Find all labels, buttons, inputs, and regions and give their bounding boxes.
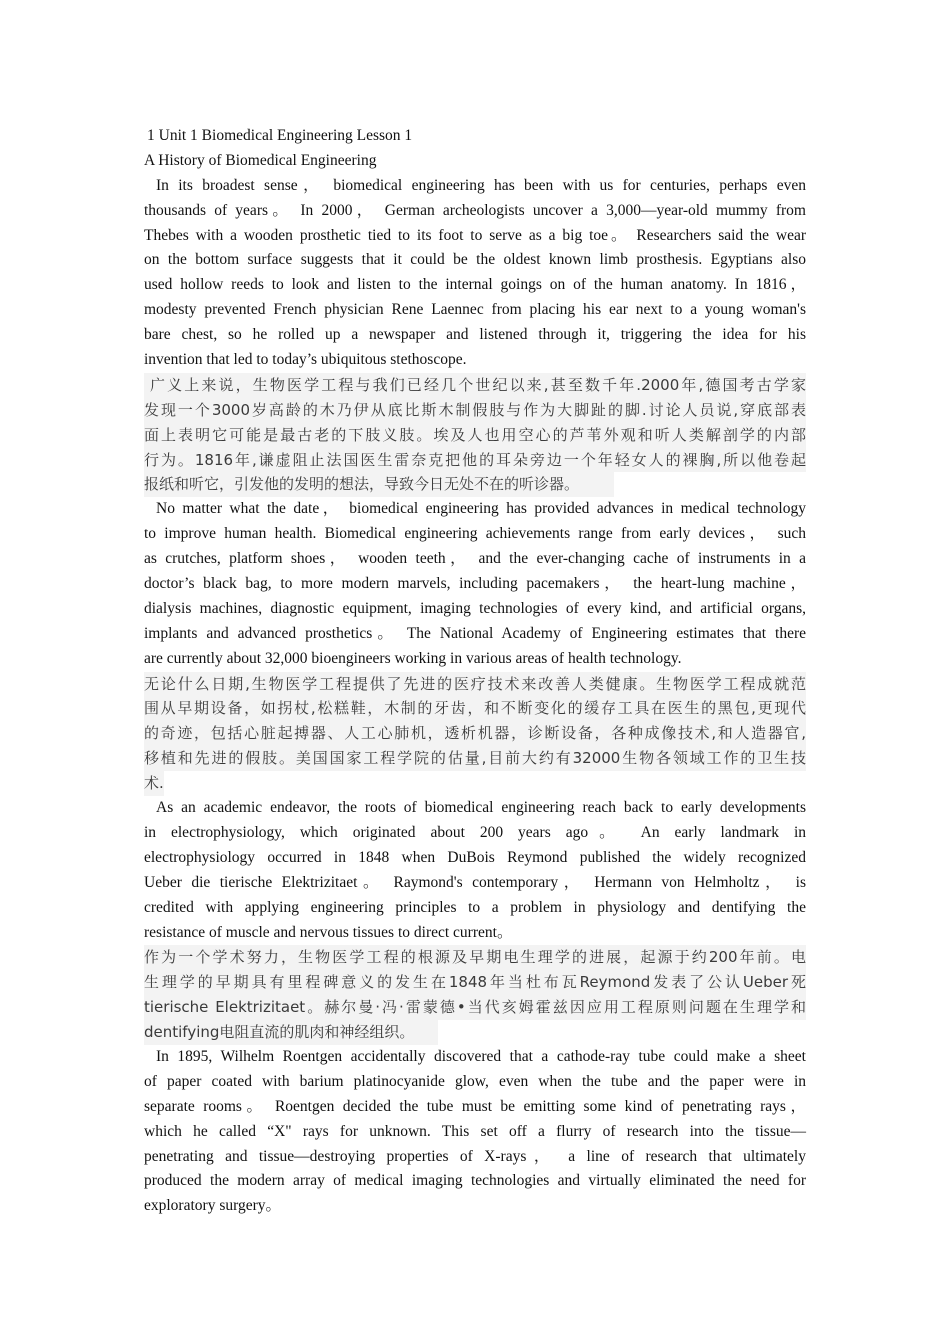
translation-line: 的奇迹，包括心脏起搏器、人工心肺机，透析机器，诊断设备，各种成像技术,和人造器官,: [144, 721, 806, 746]
text-line: Thebes with a wooden prosthetic tied to its foot to serve as a big toe。 Researchers said the wear: [144, 226, 806, 244]
text-line: As an academic endeavor, the roots of biomedical engineering reach back to early developments: [156, 799, 806, 817]
paragraph-academic-en: [144, 796, 806, 945]
lesson-title: A History of Biomedical Engineering: [144, 151, 377, 169]
translation-line: 生理学的早期具有里程碑意义的发生在1848年当杜布瓦Reymond发表了公认Ueber死: [144, 970, 806, 995]
text-line: Ueber die tierische Elektrizitaet。 Raymond's contemporary， Hermann von Helmholtz， is: [144, 873, 806, 891]
text-line: of paper coated with barium platinocyanide glow, even when the tube and the paper were in: [144, 1072, 806, 1090]
text-line: which he called “X" rays for unknown. This set off a flurry of research into the tissue—: [144, 1122, 806, 1140]
text-line: separate rooms。 Roentgen decided the tube must be emitting some kind of penetrating rays，: [144, 1097, 806, 1115]
paragraph-history-en: [144, 174, 806, 373]
text-line: thousands of years。 In 2000， German archeologists uncover a 3,000—year-old mummy from: [144, 201, 806, 219]
text-line: to improve human health. Biomedical engineering achievements range from early devices， such: [144, 525, 806, 543]
translation-line: 术.: [144, 771, 164, 796]
text-line: dialysis machines, diagnostic equipment, imaging technologies of every kind, and artificial organs,: [144, 599, 806, 617]
translation-line: dentifying电阻直流的肌肉和神经组织。: [144, 1020, 438, 1045]
document-body: [144, 124, 806, 1219]
text-line: in electrophysiology, which originated about 200 years ago。 An early landmark in: [144, 823, 806, 841]
text-line: In its broadest sense， biomedical engineering has been with us for centuries, perhaps even: [156, 176, 806, 194]
text-line: produced the modern array of medical imaging technologies and virtually eliminated the need for: [144, 1172, 806, 1190]
text-line: invention that led to today’s ubiquitous stethoscope.: [144, 351, 467, 369]
text-line: implants and advanced prosthetics。 The National Academy of Engineering estimates that there: [144, 624, 806, 642]
paragraph-advances-en: [144, 497, 806, 671]
text-line: doctor’s black bag, to more modern marvels, including pacemakers， the heart-lung machine，: [144, 575, 806, 593]
translation-line: 报纸和听它，引发他的发明的想法，导致今日无处不在的听诊器。: [144, 472, 614, 497]
paragraph-history-zh: [144, 373, 806, 497]
text-line: used hollow reeds to look and listen to the internal goings on of the human anatomy. In 1816，: [144, 276, 806, 294]
paragraph-academic-zh: [144, 945, 806, 1045]
translation-line: 行为。1816年,谦虚阻止法国医生雷奈克把他的耳朵旁边一个年轻女人的裸胸,所以他卷起: [144, 448, 806, 473]
text-line: as crutches, platform shoes， wooden teeth， and the ever-changing cache of instruments in a: [144, 550, 806, 568]
text-line: on the bottom surface suggests that it could be the oldest known limb prosthesis. Egyptians also: [144, 251, 806, 269]
translation-line: 面上表明它可能是最古老的下肢义肢。埃及人也用空心的芦苇外观和听人类解剖学的内部: [144, 423, 806, 448]
text-line: electrophysiology occurred in 1848 when DuBois Reymond published the widely recognized: [144, 848, 806, 866]
text-line: In 1895, Wilhelm Roentgen accidentally discovered that a cathode-ray tube could make a sheet: [156, 1047, 806, 1065]
paragraph-xray-en: [144, 1045, 806, 1219]
text-line: modesty prevented French physician Rene Laennec from placing his ear next to a young woman's: [144, 301, 806, 319]
translation-line: 围从早期设备，如拐杖,松糕鞋，木制的牙齿，和不断变化的缓存工具在医生的黑包,更现代: [144, 696, 806, 721]
translation-line: 作为一个学术努力，生物医学工程的根源及早期电生理学的进展，起源于约200年前。电: [144, 945, 806, 970]
translation-line: 发现一个3000岁高龄的木乃伊从底比斯木制假肢与作为大脚趾的脚.讨论人员说,穿底部表: [144, 398, 806, 423]
translation-line: tierische Elektrizitaet。赫尔曼·冯·雷蒙德•当代亥姆霍兹因应用工程原则问题在生理学和: [144, 995, 806, 1020]
text-line: No matter what the date， biomedical engineering has provided advances in medical technology: [156, 500, 806, 518]
translation-line: 无论什么日期,生物医学工程提供了先进的医疗技术来改善人类健康。生物医学工程成就范: [144, 672, 806, 697]
text-line: penetrating and tissue—destroying properties of X-rays， a line of research that ultimately: [144, 1147, 806, 1165]
unit-heading: 1 Unit 1 Biomedical Engineering Lesson 1: [147, 127, 413, 144]
text-line: resistance of muscle and nervous tissues to direct current。: [144, 923, 513, 941]
translation-line: 广义上来说，生物医学工程与我们已经几个世纪以来,甚至数千年.2000年,德国考古学家: [144, 373, 806, 398]
translation-line: 移植和先进的假肢。美国国家工程学院的估量,目前大约有32000生物各领域工作的卫生技: [144, 746, 806, 771]
text-line: are currently about 32,000 bioengineers working in various areas of health technology.: [144, 649, 682, 667]
text-line: credited with applying engineering principles to a problem in physiology and dentifying the: [144, 898, 806, 916]
text-line: bare chest, so he rolled up a newspaper and listened through it, triggering the idea for his: [144, 326, 806, 344]
text-line: exploratory surgery。: [144, 1197, 282, 1215]
paragraph-advances-zh: [144, 672, 806, 796]
